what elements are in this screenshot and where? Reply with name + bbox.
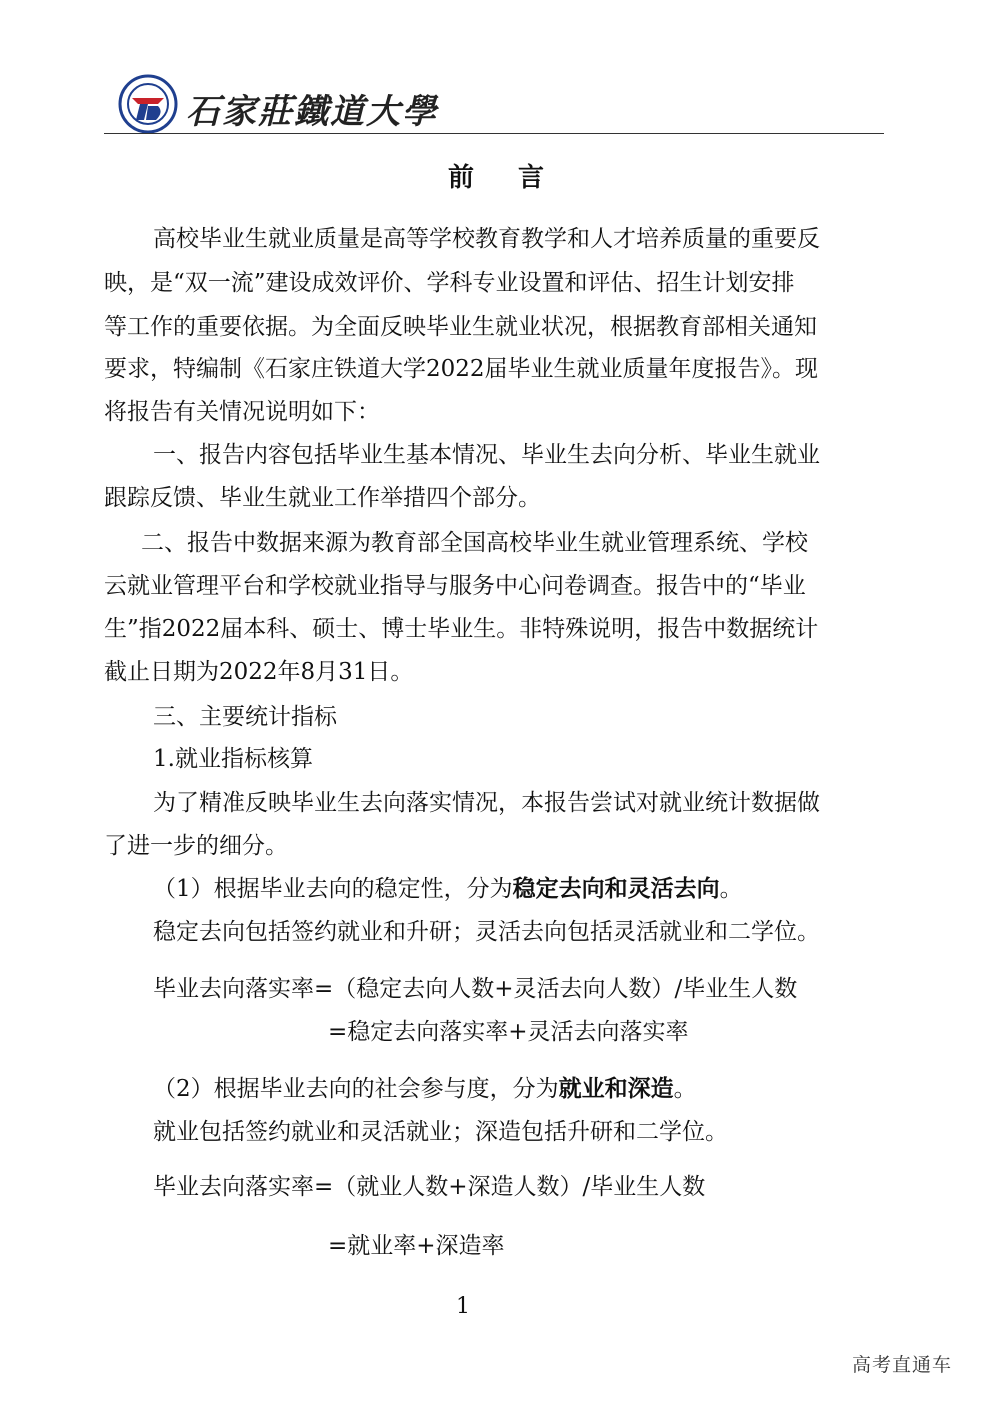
item-2-heading	[153, 1074, 697, 1104]
formula-2-line-2: =就业率+深造率	[328, 1233, 505, 1259]
paragraph-line: 二、报告中数据来源为教育部全国高校毕业生就业管理系统、学校	[141, 530, 808, 556]
paragraph-line: 等工作的重要依据。为全面反映毕业生就业状况，根据教育部相关通知	[104, 314, 817, 340]
header-divider	[104, 133, 884, 134]
item-2-suffix: 。	[673, 1076, 697, 1102]
paragraph-line: 映，是“双一流”建设成效评价、学科专业设置和评估、招生计划安排	[104, 270, 795, 296]
paragraph-line: 为了精准反映毕业生去向落实情况，本报告尝试对就业统计数据做	[153, 790, 820, 816]
item-1-emphasis: 稳定去向和灵活去向	[512, 875, 720, 902]
paragraph-line: 云就业管理平台和学校就业指导与服务中心问卷调查。报告中的“毕业	[104, 573, 806, 599]
section-heading: 三、主要统计指标	[153, 704, 337, 730]
page-header	[104, 68, 884, 134]
formula-1-line-2: =稳定去向落实率+灵活去向落实率	[328, 1019, 689, 1045]
paragraph-line: 高校毕业生就业质量是高等学校教育教学和人才培养质量的重要反	[153, 226, 820, 252]
paragraph-line: 要求，特编制《石家庄铁道大学2022届毕业生就业质量年度报告》。现	[104, 356, 819, 382]
formula-2-line-1: 毕业去向落实率=（就业人数+深造人数）/毕业生人数	[153, 1174, 706, 1200]
page-number: 1	[456, 1294, 470, 1319]
university-name: 石家莊鐵道大學	[186, 92, 438, 132]
paragraph-line: 跟踪反馈、毕业生就业工作举措四个部分。	[104, 485, 541, 511]
item-1-heading	[153, 874, 743, 904]
item-1-prefix: （1）根据毕业去向的稳定性，分为	[153, 876, 513, 902]
item-2-prefix: （2）根据毕业去向的社会参与度，分为	[153, 1076, 559, 1102]
page-title: 前言	[447, 163, 588, 193]
paragraph-line: 生”指2022届本科、硕士、博士毕业生。非特殊说明，报告中数据统计	[104, 616, 819, 642]
item-1-description: 稳定去向包括签约就业和升研；灵活去向包括灵活就业和二学位。	[153, 919, 820, 945]
item-2-emphasis: 就业和深造	[558, 1075, 674, 1102]
watermark: 高考直通车	[852, 1354, 953, 1376]
subsection-heading: 1.就业指标核算	[153, 746, 313, 772]
formula-1-line-1: 毕业去向落实率=（稳定去向人数+灵活去向人数）/毕业生人数	[153, 976, 798, 1002]
paragraph-line: 一、报告内容包括毕业生基本情况、毕业生去向分析、毕业生就业	[153, 442, 820, 468]
item-1-suffix: 。	[719, 876, 743, 902]
paragraph-line: 将报告有关情况说明如下：	[104, 399, 380, 425]
paragraph-line: 了进一步的细分。	[104, 833, 288, 859]
item-2-description: 就业包括签约就业和灵活就业；深造包括升研和二学位。	[153, 1119, 728, 1145]
paragraph-line: 截止日期为2022年8月31日。	[104, 659, 414, 685]
university-emblem-icon	[118, 74, 178, 134]
